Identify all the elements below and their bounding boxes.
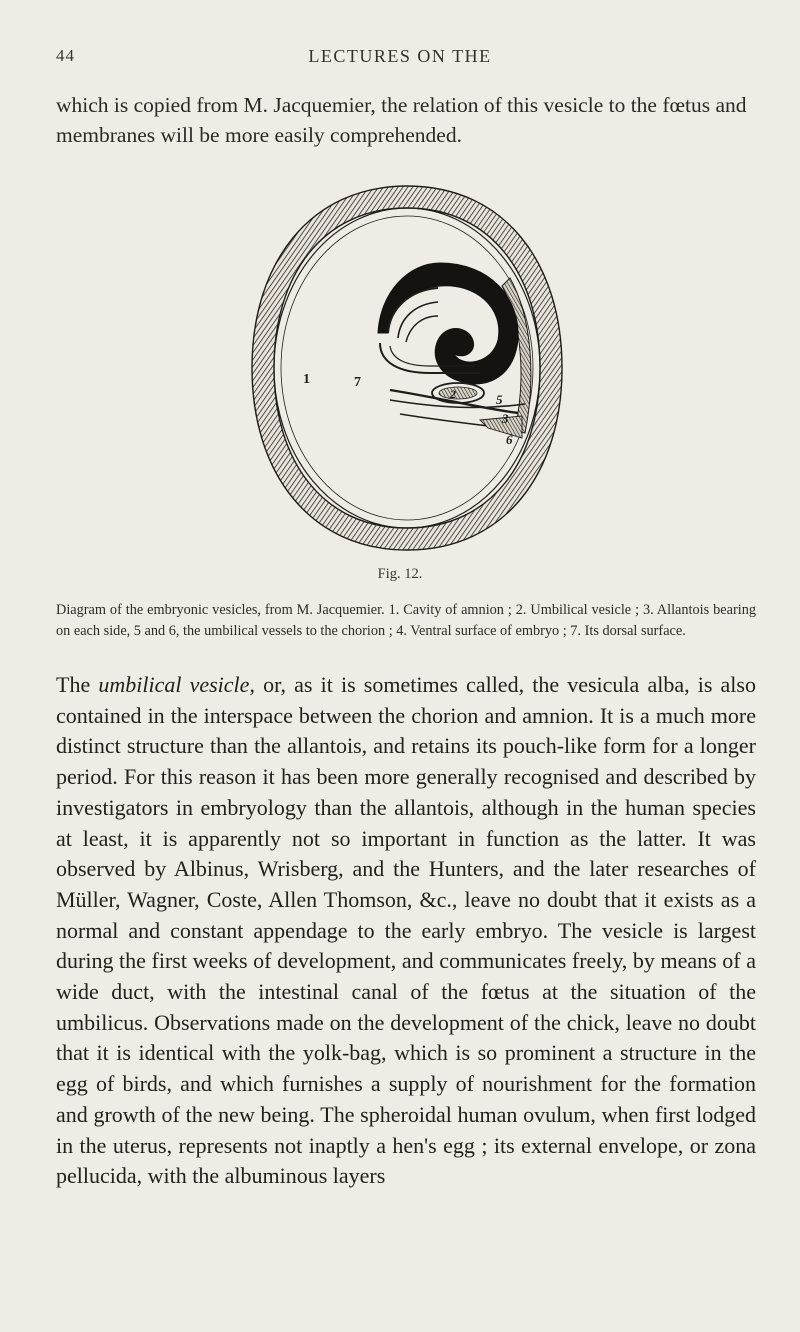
figure-label-6: 6 <box>506 432 513 447</box>
figure-label-2: 2 <box>450 387 456 401</box>
embryo-diagram-svg <box>240 168 575 563</box>
chorion-ring <box>252 186 562 550</box>
figure-caption: Diagram of the embryonic vesicles, from M. Jacquemier. 1. Cavity of amnion ; 2. Umbilical vesicle ; 3. Allantois bearing on each side, 5 and 6, the umbilical vessels to the chorion ; 4. Ventral surface of embryo ; 7. Its dorsal surface. <box>56 602 756 639</box>
embryo-diagram <box>240 168 575 563</box>
figure-label-3: 3 <box>502 411 509 426</box>
body-paragraph <box>56 670 756 1192</box>
figure-label-7: 7 <box>354 375 361 390</box>
body-lead: The <box>56 672 99 697</box>
embryo-layer-2 <box>398 302 438 338</box>
intro-paragraph: which is copied from M. Jacquemier, the relation of this vesicle to the fœtus and membranes will be more easily comprehended. <box>56 93 747 147</box>
running-head <box>56 46 744 72</box>
running-title: LECTURES ON THE <box>308 46 492 66</box>
page-number: 44 <box>56 46 75 65</box>
figure-label-5: 5 <box>496 392 503 407</box>
body-text: , or, as it is sometimes called, the vesicula alba, is also contained in the interspace between the chorion and amnion. It is a much more distinct structure than the allantois, and retains its pouch-like form for a longer period. For this reason it has been more generally recognised and described by investigators in embryology than the allantois, although in the human species at least, it is apparently not so important in function as the latter. It was observed by Albinus, Wrisberg, and the Hunters, and the later researches of Müller, Wagner, Coste, Allen Thomson, &c., leave no doubt that it exists as a normal and constant appendage to the early embryo. The vesicle is largest during the first weeks of development, and communicates freely, by means of a wide duct, with the intestinal canal of the fœtus at the situation of the umbilicus. Observations made on the development of the chick, leave no doubt that it is identical with the yolk-bag, which is so prominent a structure in the egg of birds, and which furnishes a supply of nourishment for the formation and growth of the new being. The spheroidal human ovulum, when first lodged in the uterus, represents not inaptly a hen's egg ; its external envelope, or zona pellucida, with the albuminous layers <box>56 672 756 1189</box>
figure-number: Fig. 12. <box>377 566 423 582</box>
allantois-fan <box>480 416 522 438</box>
body-term: umbilical vesicle <box>98 672 250 697</box>
figure-label-1: 1 <box>303 372 310 387</box>
embryo-layer-3 <box>406 316 438 342</box>
umbilical-vesicle-inner <box>439 387 477 399</box>
